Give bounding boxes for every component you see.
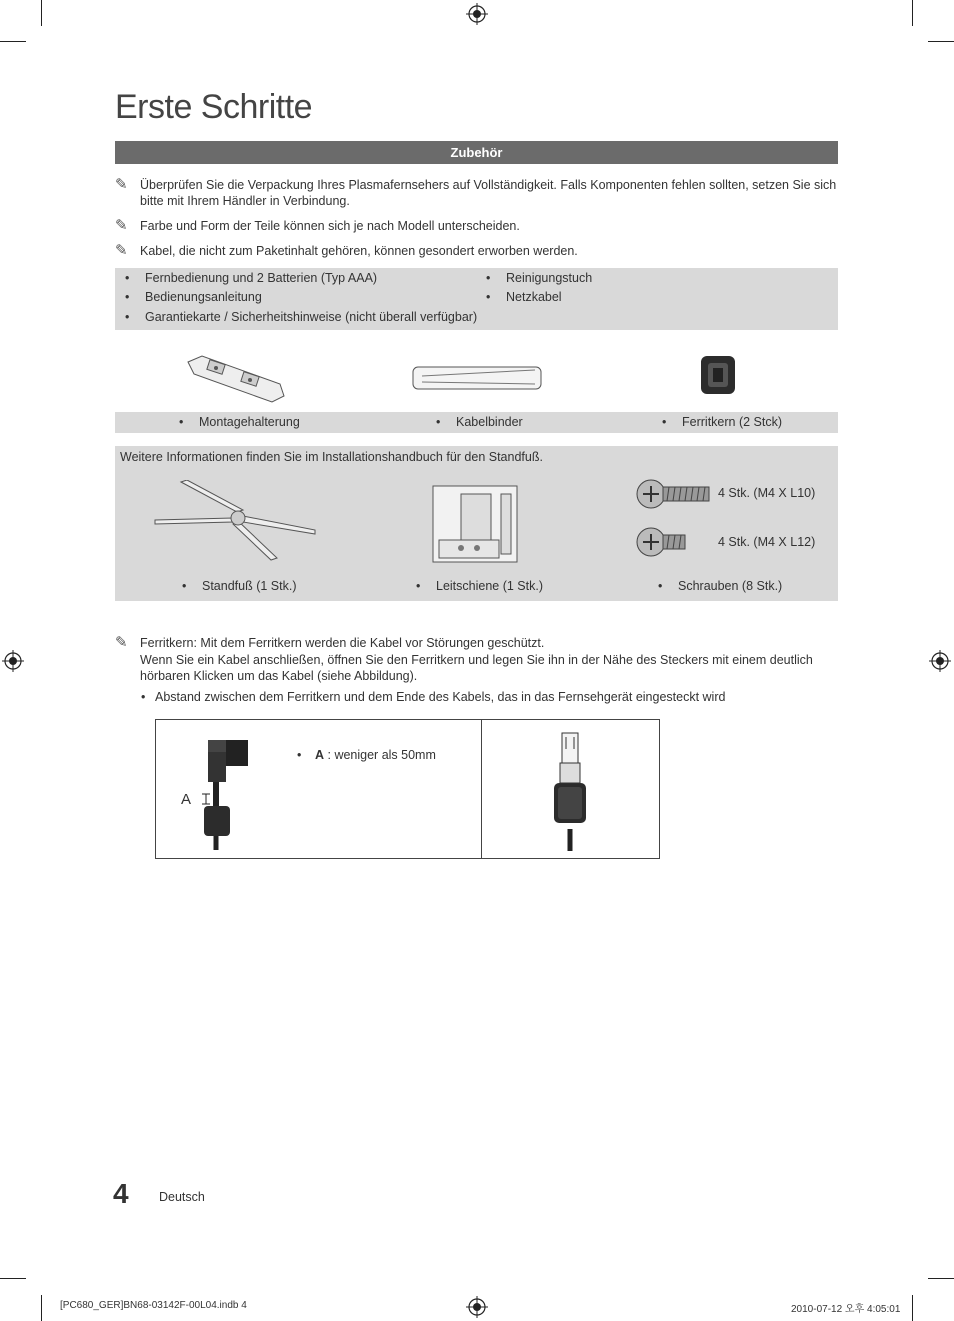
crop-mark bbox=[912, 0, 913, 26]
screw-label: 4 Stk. (M4 X L12) bbox=[718, 535, 816, 549]
crop-mark bbox=[928, 41, 954, 42]
figure-label-a: A bbox=[181, 791, 192, 808]
accessory-labels-row bbox=[115, 412, 838, 433]
crop-mark bbox=[912, 1295, 913, 1321]
ferrite-bullet bbox=[141, 690, 726, 704]
stand-base-illustration bbox=[153, 480, 319, 562]
guide-rail-illustration bbox=[431, 480, 523, 564]
list-item: • Schrauben (8 Stk.) bbox=[678, 579, 782, 593]
list-item: • Standfuß (1 Stk.) bbox=[202, 579, 296, 593]
list-item: • Kabelbinder bbox=[456, 415, 523, 429]
pencil-note-icon: ✎ bbox=[115, 634, 128, 651]
note-text: Kabel, die nicht zum Paketinhalt gehören, können gesondert erworben werden. bbox=[140, 244, 578, 258]
registration-mark-icon bbox=[929, 650, 951, 672]
language-label: Deutsch bbox=[159, 1190, 205, 1204]
screw-l12-illustration bbox=[635, 524, 713, 560]
stand-box bbox=[115, 446, 838, 601]
connector-ferrite-illustration bbox=[548, 729, 592, 853]
note bbox=[115, 243, 840, 261]
note bbox=[115, 218, 840, 236]
list-item: • Fernbedienung und 2 Batterien (Typ AAA) bbox=[145, 271, 377, 285]
footer-timestamp: 2010-07-12 오후 4:05:01 bbox=[791, 1304, 901, 1315]
figure-note bbox=[297, 748, 436, 762]
section-header: Zubehör bbox=[115, 141, 838, 164]
crop-mark bbox=[41, 1295, 42, 1321]
ferrite-bullet-text: Abstand zwischen dem Ferritkern und dem Ende des Kabels, das in das Fernsehgerät eingesteckt wird bbox=[155, 690, 726, 704]
note bbox=[115, 177, 840, 211]
registration-mark-icon bbox=[466, 3, 488, 25]
contents-box bbox=[115, 268, 838, 330]
pencil-note-icon: ✎ bbox=[115, 242, 128, 259]
cable-tie-illustration bbox=[410, 362, 544, 392]
ferrite-note bbox=[115, 635, 840, 687]
page-title: Erste Schritte bbox=[115, 88, 313, 126]
list-item: • Montagehalterung bbox=[199, 415, 300, 429]
ferrite-note-line: Ferritkern: Mit dem Ferritkern werden die Kabel vor Störungen geschützt. bbox=[140, 636, 545, 650]
list-item: • Garantiekarte / Sicherheitshinweise (nicht überall verfügbar) bbox=[145, 310, 477, 324]
list-item: • Reinigungstuch bbox=[506, 271, 592, 285]
ferrite-note-line: Wenn Sie ein Kabel anschließen, öffnen Sie den Ferritkern und legen Sie ihn in der Nähe des Steckers mit einem deutlich hörbaren Klicken um das Kabel (siehe Abbildung). bbox=[140, 653, 813, 683]
pencil-note-icon: ✎ bbox=[115, 217, 128, 234]
note-text: Farbe und Form der Teile können sich je nach Modell unterscheiden. bbox=[140, 219, 520, 233]
screw-label: 4 Stk. (M4 X L10) bbox=[718, 486, 816, 500]
pencil-note-icon: ✎ bbox=[115, 176, 128, 193]
registration-mark-icon bbox=[2, 650, 24, 672]
list-item: • Ferritkern (2 Stck) bbox=[682, 415, 782, 429]
figure-note-text: : weniger als 50mm bbox=[324, 748, 436, 762]
note-text: Überprüfen Sie die Verpackung Ihres Plasmafernsehers auf Vollständigkeit. Falls Komponenten fehlen sollten, setzen Sie sich bitte mit Ihrem Händler in Verbindung. bbox=[140, 178, 837, 208]
ferrite-core-illustration bbox=[698, 353, 738, 397]
bullet-icon: • bbox=[141, 690, 146, 704]
footer-file-info: [PC680_GER]BN68-03142F-00L04.indb 4 bbox=[60, 1300, 247, 1311]
bullet-icon: • bbox=[297, 748, 302, 762]
crop-mark bbox=[0, 41, 26, 42]
list-item: • Leitschiene (1 Stk.) bbox=[436, 579, 543, 593]
registration-mark-icon bbox=[466, 1296, 488, 1318]
figure-divider bbox=[481, 719, 482, 859]
figure-note-bold: A bbox=[315, 748, 325, 762]
list-item: • Bedienungsanleitung bbox=[145, 290, 262, 304]
crop-mark bbox=[41, 0, 42, 26]
wall-mount-holder-illustration bbox=[180, 350, 290, 405]
list-item: • Netzkabel bbox=[506, 290, 562, 304]
crop-mark bbox=[928, 1278, 954, 1279]
screw-l10-illustration bbox=[635, 476, 713, 512]
page-number: 4 bbox=[113, 1178, 129, 1209]
crop-mark bbox=[0, 1278, 26, 1279]
stand-info-text: Weitere Informationen finden Sie im Installationshandbuch für den Standfuß. bbox=[120, 450, 543, 464]
